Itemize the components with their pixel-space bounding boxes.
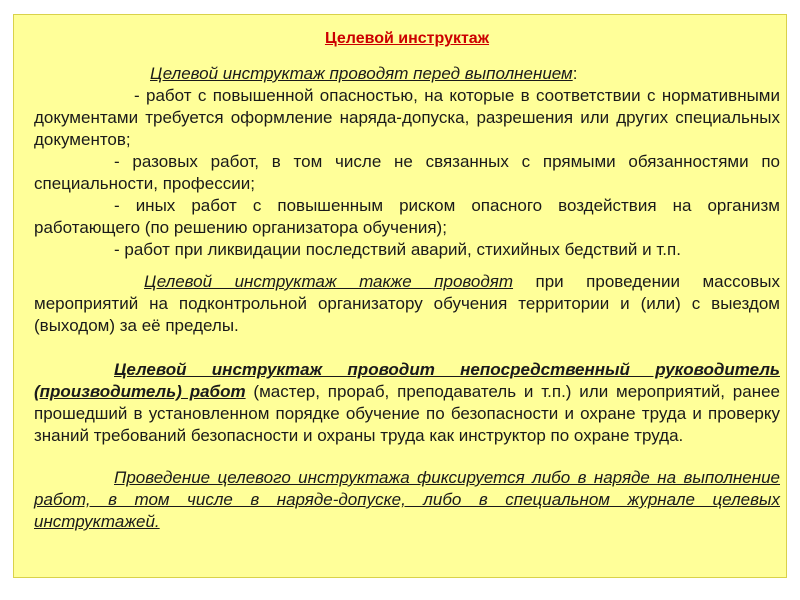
list-item-2: - разовых работ, в том числе не связанных с прямыми обязанностями по специальности, профессии; (34, 152, 780, 193)
intro-paragraph (34, 63, 780, 85)
also-paragraph (34, 271, 780, 337)
conducts-lead: Целевой инструктаж проводит непосредственный руководитель (производитель) работ (34, 360, 780, 401)
intro-lead: Целевой инструктаж проводят перед выполнением (150, 64, 573, 83)
also-rest: при проведении массовых мероприятий на подконтрольной организатору обучения территории и (или) с выездом (выходом) за её пределы. (34, 272, 780, 335)
slide-background (13, 14, 787, 578)
conducts-rest: (мастер, прораб, преподаватель и т.п.) или мероприятий, ранее прошедший в установленном порядке обучение по безопасности и охране труда и проверку знаний требований безопасности и охраны труда как инструктор по охране труда. (34, 382, 780, 445)
record-paragraph (34, 467, 780, 533)
spacer (34, 447, 780, 467)
slide-title: Целевой инструктаж (324, 30, 490, 47)
also-lead: Целевой инструктаж также проводят (144, 272, 514, 291)
spacer (34, 337, 780, 359)
conducts-paragraph (34, 359, 780, 447)
list-item-1: - работ с повышенной опасностью, на которые в соответствии с нормативными документами требуется оформление наряда-допуска, разрешения или других специальных документов; (34, 86, 780, 149)
record-text: Проведение целевого инструктажа фиксируется либо в наряде на выполнение работ, в том числе в наряде-допуске, либо в специальном журнале целевых инструктажей. (34, 468, 780, 531)
spacer (34, 261, 780, 271)
list-item-3: - иных работ с повышенным риском опасного воздействия на организм работающего (по решению организатора обучения); (34, 196, 780, 237)
intro-tail: : (572, 64, 578, 83)
slide-content (34, 29, 780, 533)
list-item-4: - работ при ликвидации последствий аварий, стихийных бедствий и т.п. (114, 240, 681, 259)
